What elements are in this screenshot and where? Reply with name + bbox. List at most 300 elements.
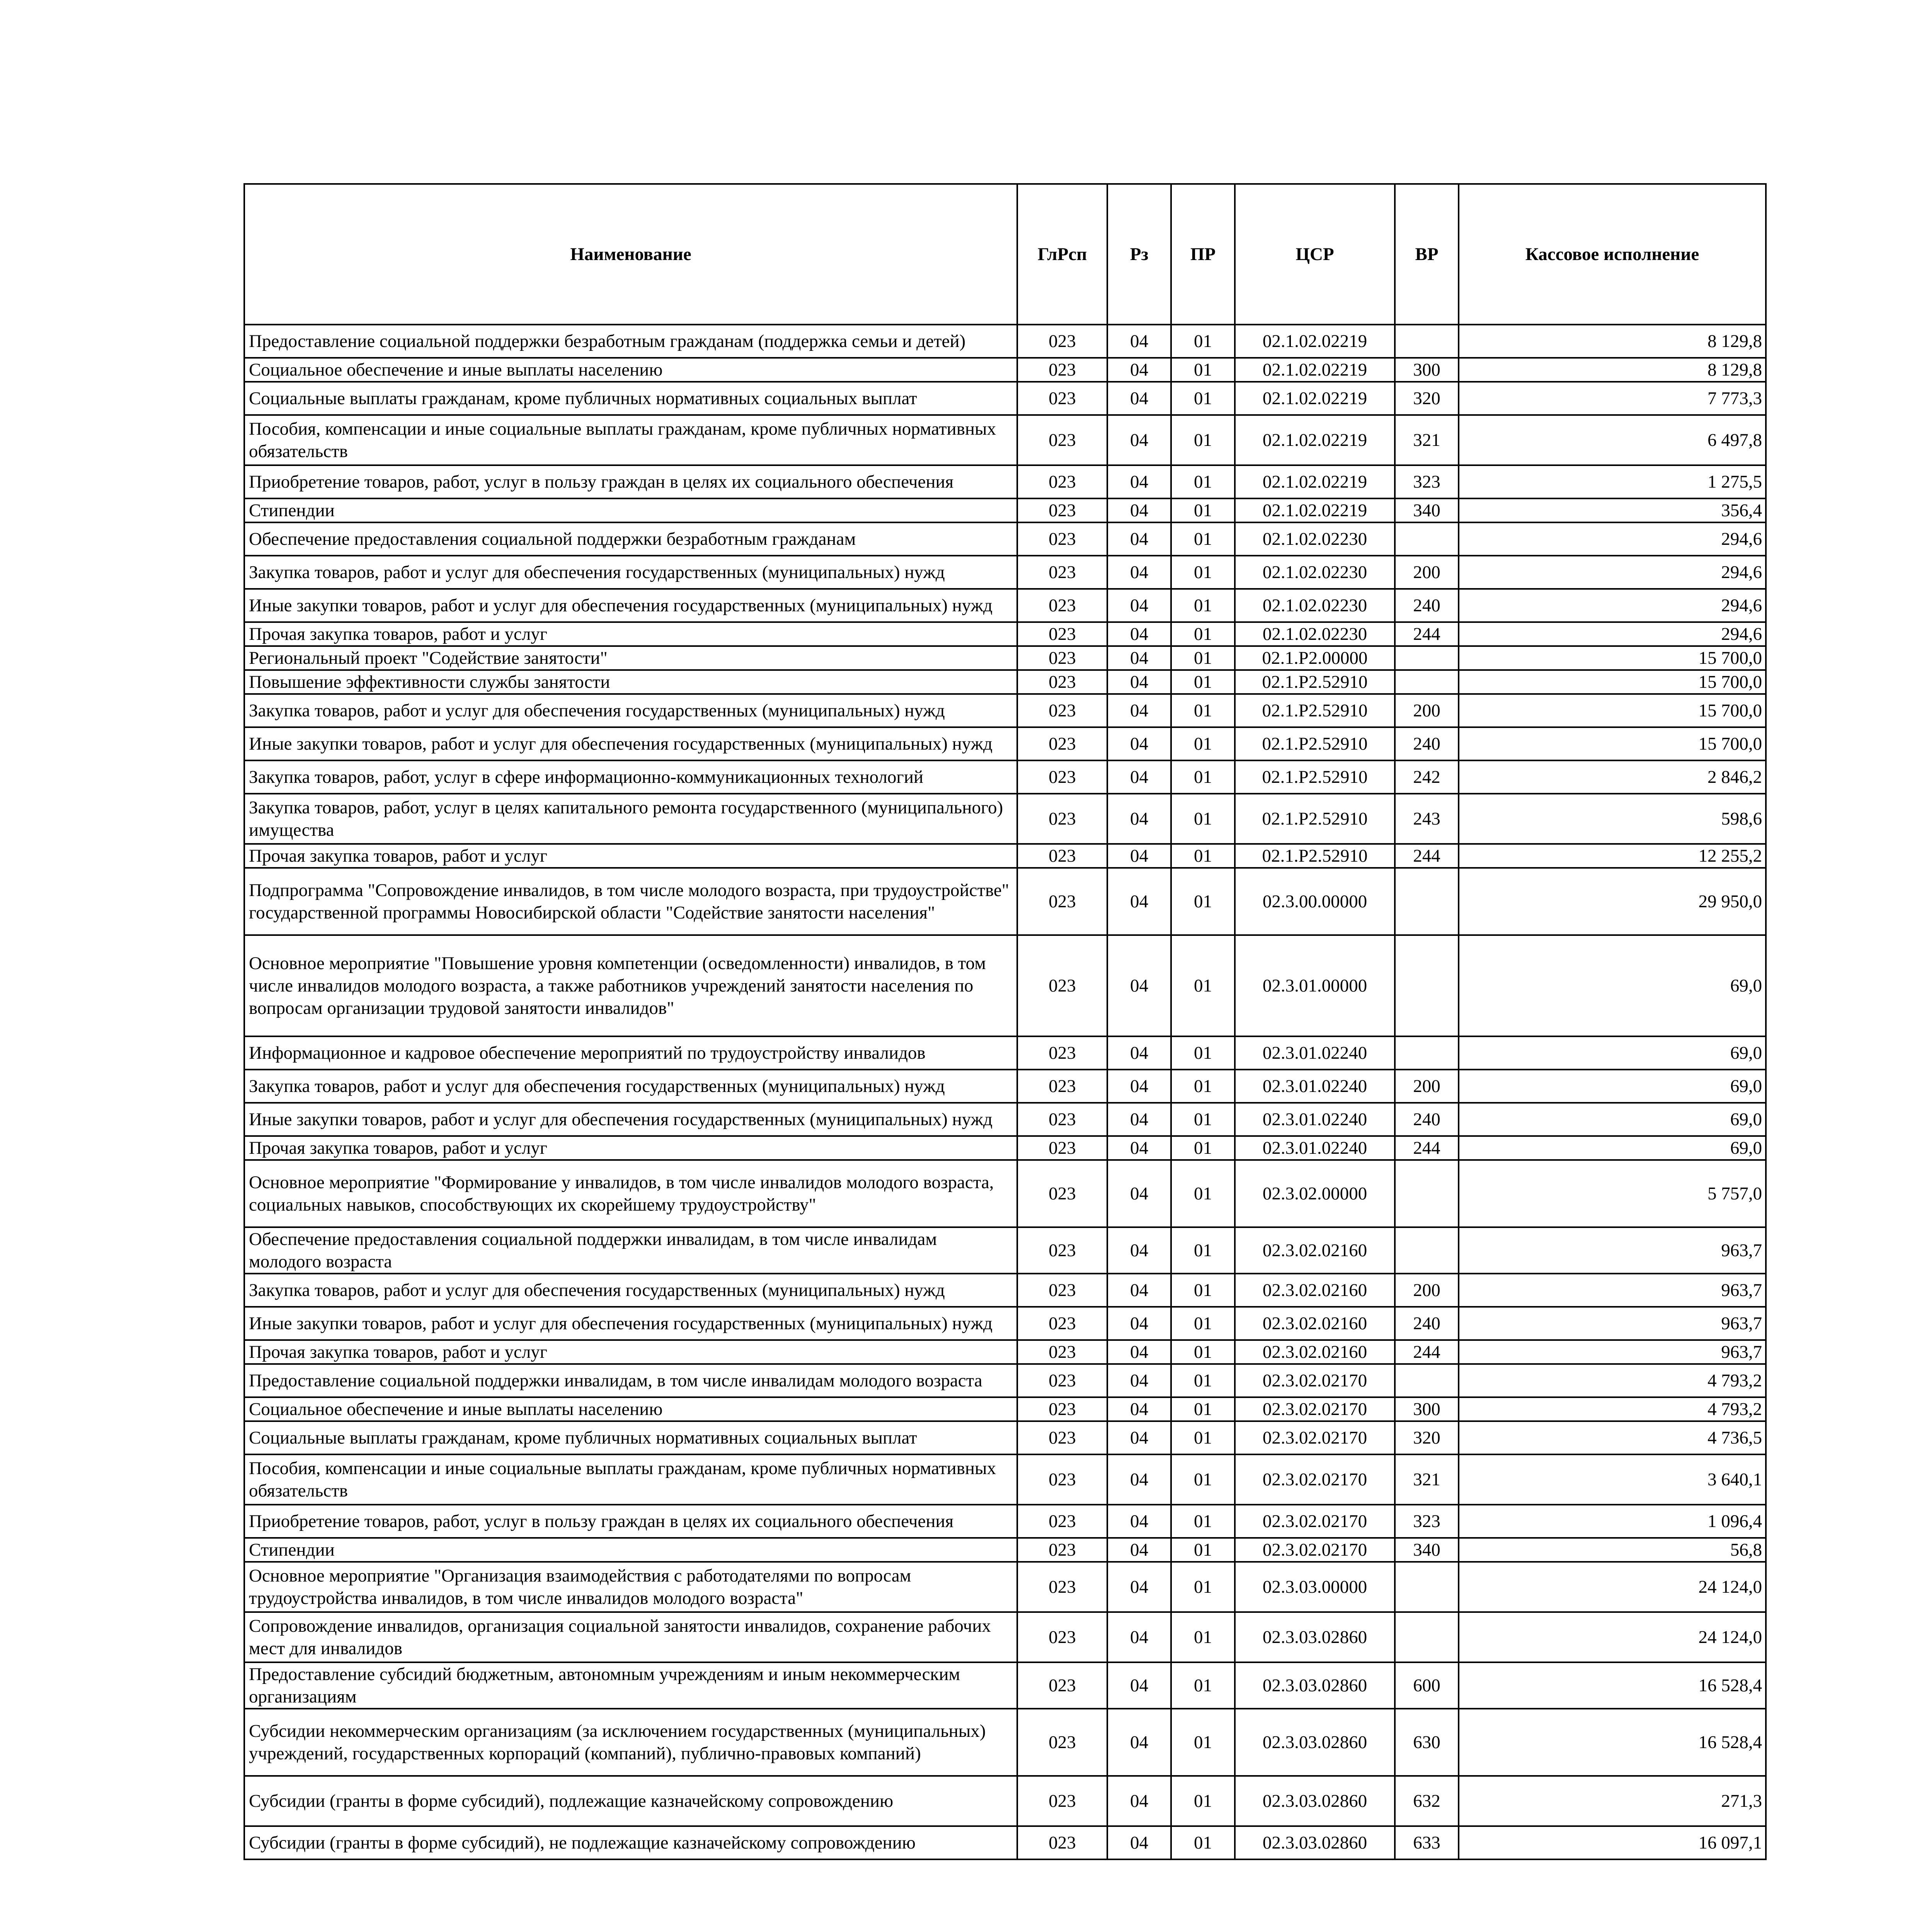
table-row	[244, 1454, 1766, 1505]
cell-glrsp: 023	[1017, 1274, 1107, 1307]
cell-name: Предоставление социальной поддержки инвалидам, в том числе инвалидам молодого возраста	[244, 1364, 1017, 1397]
cell-pr: 01	[1171, 727, 1235, 760]
cell-amount: 56,8	[1459, 1538, 1766, 1562]
cell-amount: 69,0	[1459, 1036, 1766, 1070]
cell-csr: 02.3.02.02160	[1235, 1227, 1395, 1274]
cell-vr	[1395, 325, 1459, 358]
budget-execution-table	[243, 183, 1767, 1860]
cell-rz: 04	[1107, 1103, 1171, 1136]
cell-amount: 8 129,8	[1459, 325, 1766, 358]
cell-csr: 02.1.02.02219	[1235, 325, 1395, 358]
table-row	[244, 646, 1766, 670]
cell-amount: 16 528,4	[1459, 1709, 1766, 1776]
cell-vr: 242	[1395, 760, 1459, 794]
cell-glrsp: 023	[1017, 1227, 1107, 1274]
cell-vr	[1395, 868, 1459, 935]
cell-glrsp: 023	[1017, 1136, 1107, 1160]
cell-rz: 04	[1107, 694, 1171, 727]
cell-vr	[1395, 1160, 1459, 1227]
cell-name: Закупка товаров, работ и услуг для обеспечения государственных (муниципальных) нужд	[244, 556, 1017, 589]
table-body	[244, 325, 1766, 1859]
cell-rz: 04	[1107, 670, 1171, 694]
cell-rz: 04	[1107, 325, 1171, 358]
table-row	[244, 670, 1766, 694]
cell-glrsp: 023	[1017, 935, 1107, 1036]
cell-glrsp: 023	[1017, 382, 1107, 415]
cell-name: Иные закупки товаров, работ и услуг для обеспечения государственных (муниципальных) нужд	[244, 589, 1017, 622]
table-row	[244, 1826, 1766, 1859]
table-row	[244, 1505, 1766, 1538]
cell-amount: 24 124,0	[1459, 1562, 1766, 1612]
cell-amount: 4 793,2	[1459, 1364, 1766, 1397]
cell-vr	[1395, 522, 1459, 556]
cell-pr: 01	[1171, 522, 1235, 556]
cell-name: Повышение эффективности службы занятости	[244, 670, 1017, 694]
cell-csr: 02.1.P2.52910	[1235, 670, 1395, 694]
table-row	[244, 1397, 1766, 1421]
cell-pr: 01	[1171, 415, 1235, 465]
table-row	[244, 1227, 1766, 1274]
cell-csr: 02.3.03.02860	[1235, 1776, 1395, 1826]
cell-glrsp: 023	[1017, 1160, 1107, 1227]
cell-glrsp: 023	[1017, 868, 1107, 935]
cell-csr: 02.3.02.02170	[1235, 1364, 1395, 1397]
cell-amount: 294,6	[1459, 622, 1766, 646]
cell-name: Прочая закупка товаров, работ и услуг	[244, 622, 1017, 646]
cell-amount: 15 700,0	[1459, 646, 1766, 670]
cell-name: Закупка товаров, работ, услуг в целях капитального ремонта государственного (муниципального) имущества	[244, 794, 1017, 844]
cell-rz: 04	[1107, 498, 1171, 522]
cell-name: Стипендии	[244, 1538, 1017, 1562]
cell-vr: 320	[1395, 382, 1459, 415]
cell-csr: 02.1.P2.52910	[1235, 844, 1395, 868]
cell-csr: 02.3.02.02160	[1235, 1307, 1395, 1340]
cell-pr: 01	[1171, 1662, 1235, 1709]
cell-pr: 01	[1171, 1070, 1235, 1103]
cell-csr: 02.3.01.00000	[1235, 935, 1395, 1036]
cell-glrsp: 023	[1017, 1612, 1107, 1662]
cell-vr	[1395, 670, 1459, 694]
cell-vr: 243	[1395, 794, 1459, 844]
cell-glrsp: 023	[1017, 522, 1107, 556]
cell-vr: 240	[1395, 589, 1459, 622]
cell-csr: 02.3.03.02860	[1235, 1612, 1395, 1662]
cell-rz: 04	[1107, 382, 1171, 415]
cell-rz: 04	[1107, 868, 1171, 935]
cell-vr: 321	[1395, 415, 1459, 465]
cell-amount: 963,7	[1459, 1274, 1766, 1307]
cell-vr: 244	[1395, 1340, 1459, 1364]
cell-rz: 04	[1107, 1136, 1171, 1160]
table-row	[244, 498, 1766, 522]
cell-csr: 02.1.02.02230	[1235, 556, 1395, 589]
cell-vr: 200	[1395, 1274, 1459, 1307]
table-row	[244, 694, 1766, 727]
table-row	[244, 760, 1766, 794]
cell-vr: 244	[1395, 844, 1459, 868]
cell-csr: 02.3.02.02170	[1235, 1397, 1395, 1421]
table-row	[244, 589, 1766, 622]
cell-glrsp: 023	[1017, 1538, 1107, 1562]
cell-csr: 02.1.02.02219	[1235, 415, 1395, 465]
cell-rz: 04	[1107, 622, 1171, 646]
cell-name: Стипендии	[244, 498, 1017, 522]
cell-name: Основное мероприятие "Организация взаимодействия с работодателями по вопросам трудоустройства инвалидов, в том числе инвалидов молодого возраста"	[244, 1562, 1017, 1612]
cell-rz: 04	[1107, 1036, 1171, 1070]
table-row	[244, 868, 1766, 935]
cell-rz: 04	[1107, 646, 1171, 670]
column-header-glrsp: ГлРсп	[1017, 184, 1107, 325]
table-row	[244, 1036, 1766, 1070]
cell-glrsp: 023	[1017, 646, 1107, 670]
cell-name: Социальные выплаты гражданам, кроме публичных нормативных социальных выплат	[244, 382, 1017, 415]
cell-name: Иные закупки товаров, работ и услуг для обеспечения государственных (муниципальных) нужд	[244, 1103, 1017, 1136]
cell-pr: 01	[1171, 465, 1235, 498]
cell-vr: 240	[1395, 1307, 1459, 1340]
cell-rz: 04	[1107, 727, 1171, 760]
cell-amount: 4 793,2	[1459, 1397, 1766, 1421]
cell-amount: 4 736,5	[1459, 1421, 1766, 1454]
cell-pr: 01	[1171, 646, 1235, 670]
cell-glrsp: 023	[1017, 1709, 1107, 1776]
cell-glrsp: 023	[1017, 1364, 1107, 1397]
cell-pr: 01	[1171, 1307, 1235, 1340]
cell-pr: 01	[1171, 1340, 1235, 1364]
cell-csr: 02.1.02.02219	[1235, 358, 1395, 382]
cell-vr	[1395, 935, 1459, 1036]
table-row	[244, 556, 1766, 589]
cell-rz: 04	[1107, 1826, 1171, 1859]
cell-amount: 1 275,5	[1459, 465, 1766, 498]
cell-vr: 240	[1395, 1103, 1459, 1136]
table-row	[244, 1709, 1766, 1776]
cell-vr: 323	[1395, 1505, 1459, 1538]
cell-glrsp: 023	[1017, 1662, 1107, 1709]
table-row	[244, 1307, 1766, 1340]
cell-csr: 02.3.02.02160	[1235, 1274, 1395, 1307]
cell-amount: 2 846,2	[1459, 760, 1766, 794]
cell-pr: 01	[1171, 1036, 1235, 1070]
cell-vr: 600	[1395, 1662, 1459, 1709]
cell-csr: 02.3.01.02240	[1235, 1136, 1395, 1160]
cell-vr: 632	[1395, 1776, 1459, 1826]
cell-glrsp: 023	[1017, 1826, 1107, 1859]
table-row	[244, 1421, 1766, 1454]
cell-rz: 04	[1107, 1538, 1171, 1562]
cell-glrsp: 023	[1017, 556, 1107, 589]
cell-rz: 04	[1107, 760, 1171, 794]
cell-name: Региональный проект "Содействие занятости"	[244, 646, 1017, 670]
cell-name: Закупка товаров, работ и услуг для обеспечения государственных (муниципальных) нужд	[244, 1070, 1017, 1103]
cell-rz: 04	[1107, 1662, 1171, 1709]
cell-name: Прочая закупка товаров, работ и услуг	[244, 1340, 1017, 1364]
cell-amount: 963,7	[1459, 1307, 1766, 1340]
cell-vr	[1395, 1364, 1459, 1397]
cell-csr: 02.1.02.02230	[1235, 522, 1395, 556]
table-row	[244, 1612, 1766, 1662]
cell-glrsp: 023	[1017, 1307, 1107, 1340]
table-row	[244, 935, 1766, 1036]
cell-vr: 244	[1395, 1136, 1459, 1160]
cell-rz: 04	[1107, 1307, 1171, 1340]
cell-glrsp: 023	[1017, 670, 1107, 694]
cell-csr: 02.3.02.00000	[1235, 1160, 1395, 1227]
cell-glrsp: 023	[1017, 844, 1107, 868]
cell-amount: 6 497,8	[1459, 415, 1766, 465]
column-header-rz: Рз	[1107, 184, 1171, 325]
cell-amount: 356,4	[1459, 498, 1766, 522]
cell-name: Приобретение товаров, работ, услуг в пользу граждан в целях их социального обеспечения	[244, 1505, 1017, 1538]
table-row	[244, 1340, 1766, 1364]
cell-pr: 01	[1171, 382, 1235, 415]
header-row	[244, 184, 1766, 325]
cell-pr: 01	[1171, 794, 1235, 844]
cell-rz: 04	[1107, 1160, 1171, 1227]
cell-amount: 69,0	[1459, 935, 1766, 1036]
cell-glrsp: 023	[1017, 694, 1107, 727]
cell-name: Приобретение товаров, работ, услуг в пользу граждан в целях их социального обеспечения	[244, 465, 1017, 498]
cell-pr: 01	[1171, 1505, 1235, 1538]
cell-amount: 16 097,1	[1459, 1826, 1766, 1859]
cell-rz: 04	[1107, 935, 1171, 1036]
cell-pr: 01	[1171, 1421, 1235, 1454]
cell-pr: 01	[1171, 1562, 1235, 1612]
cell-csr: 02.1.02.02230	[1235, 622, 1395, 646]
cell-pr: 01	[1171, 1136, 1235, 1160]
cell-vr: 200	[1395, 1070, 1459, 1103]
cell-name: Прочая закупка товаров, работ и услуг	[244, 844, 1017, 868]
cell-csr: 02.3.01.02240	[1235, 1036, 1395, 1070]
cell-pr: 01	[1171, 760, 1235, 794]
table-row	[244, 1364, 1766, 1397]
cell-rz: 04	[1107, 794, 1171, 844]
cell-rz: 04	[1107, 1227, 1171, 1274]
cell-glrsp: 023	[1017, 1454, 1107, 1505]
table-row	[244, 1136, 1766, 1160]
cell-amount: 271,3	[1459, 1776, 1766, 1826]
cell-vr: 300	[1395, 358, 1459, 382]
table-row	[244, 358, 1766, 382]
cell-glrsp: 023	[1017, 498, 1107, 522]
cell-glrsp: 023	[1017, 1421, 1107, 1454]
cell-glrsp: 023	[1017, 1103, 1107, 1136]
table-row	[244, 794, 1766, 844]
table-row	[244, 1070, 1766, 1103]
cell-name: Иные закупки товаров, работ и услуг для обеспечения государственных (муниципальных) нужд	[244, 727, 1017, 760]
cell-rz: 04	[1107, 556, 1171, 589]
table-row	[244, 622, 1766, 646]
cell-name: Закупка товаров, работ и услуг для обеспечения государственных (муниципальных) нужд	[244, 1274, 1017, 1307]
table-row	[244, 1562, 1766, 1612]
cell-glrsp: 023	[1017, 1776, 1107, 1826]
cell-name: Субсидии некоммерческим организациям (за исключением государственных (муниципальных) учреждений, государственных корпораций (компаний), публично-правовых компаний)	[244, 1709, 1017, 1776]
cell-amount: 15 700,0	[1459, 670, 1766, 694]
cell-amount: 69,0	[1459, 1136, 1766, 1160]
table-row	[244, 522, 1766, 556]
cell-name: Пособия, компенсации и иные социальные выплаты гражданам, кроме публичных нормативных обязательств	[244, 415, 1017, 465]
cell-rz: 04	[1107, 415, 1171, 465]
column-header-name: Наименование	[244, 184, 1017, 325]
cell-glrsp: 023	[1017, 794, 1107, 844]
cell-csr: 02.1.P2.52910	[1235, 760, 1395, 794]
cell-rz: 04	[1107, 1364, 1171, 1397]
cell-amount: 294,6	[1459, 522, 1766, 556]
cell-pr: 01	[1171, 1397, 1235, 1421]
column-header-pr: ПР	[1171, 184, 1235, 325]
cell-csr: 02.3.02.02170	[1235, 1421, 1395, 1454]
cell-amount: 5 757,0	[1459, 1160, 1766, 1227]
cell-name: Социальные выплаты гражданам, кроме публичных нормативных социальных выплат	[244, 1421, 1017, 1454]
cell-glrsp: 023	[1017, 1070, 1107, 1103]
table-row	[244, 727, 1766, 760]
cell-rz: 04	[1107, 1340, 1171, 1364]
cell-glrsp: 023	[1017, 1562, 1107, 1612]
cell-csr: 02.3.02.02170	[1235, 1505, 1395, 1538]
cell-csr: 02.3.03.02860	[1235, 1709, 1395, 1776]
cell-pr: 01	[1171, 556, 1235, 589]
cell-csr: 02.1.02.02219	[1235, 465, 1395, 498]
cell-name: Пособия, компенсации и иные социальные выплаты гражданам, кроме публичных нормативных обязательств	[244, 1454, 1017, 1505]
cell-pr: 01	[1171, 325, 1235, 358]
cell-rz: 04	[1107, 1612, 1171, 1662]
cell-amount: 963,7	[1459, 1227, 1766, 1274]
cell-pr: 01	[1171, 935, 1235, 1036]
table-row	[244, 1274, 1766, 1307]
cell-csr: 02.3.03.02860	[1235, 1662, 1395, 1709]
cell-rz: 04	[1107, 1562, 1171, 1612]
cell-csr: 02.1.P2.52910	[1235, 794, 1395, 844]
cell-csr: 02.3.02.02170	[1235, 1538, 1395, 1562]
cell-pr: 01	[1171, 1274, 1235, 1307]
cell-pr: 01	[1171, 622, 1235, 646]
cell-vr: 200	[1395, 556, 1459, 589]
cell-rz: 04	[1107, 522, 1171, 556]
cell-csr: 02.1.P2.52910	[1235, 694, 1395, 727]
cell-amount: 8 129,8	[1459, 358, 1766, 382]
cell-glrsp: 023	[1017, 760, 1107, 794]
cell-pr: 01	[1171, 694, 1235, 727]
cell-amount: 294,6	[1459, 556, 1766, 589]
cell-vr	[1395, 646, 1459, 670]
cell-pr: 01	[1171, 1454, 1235, 1505]
cell-vr: 630	[1395, 1709, 1459, 1776]
cell-name: Основное мероприятие "Формирование у инвалидов, в том числе инвалидов молодого возраста, социальных навыков, способствующих их скорейшему трудоустройству"	[244, 1160, 1017, 1227]
cell-vr: 320	[1395, 1421, 1459, 1454]
cell-vr	[1395, 1227, 1459, 1274]
cell-rz: 04	[1107, 844, 1171, 868]
cell-name: Предоставление социальной поддержки безработным гражданам (поддержка семьи и детей)	[244, 325, 1017, 358]
cell-glrsp: 023	[1017, 415, 1107, 465]
cell-name: Социальное обеспечение и иные выплаты населению	[244, 1397, 1017, 1421]
cell-csr: 02.1.P2.52910	[1235, 727, 1395, 760]
cell-glrsp: 023	[1017, 1036, 1107, 1070]
cell-rz: 04	[1107, 1454, 1171, 1505]
cell-amount: 15 700,0	[1459, 727, 1766, 760]
cell-rz: 04	[1107, 589, 1171, 622]
cell-name: Основное мероприятие "Повышение уровня компетенции (осведомленности) инвалидов, в том числе инвалидов молодого возраста, а также работников учреждений занятости населения по вопросам организации трудовой занятости инвалидов"	[244, 935, 1017, 1036]
cell-glrsp: 023	[1017, 589, 1107, 622]
cell-amount: 69,0	[1459, 1070, 1766, 1103]
cell-name: Иные закупки товаров, работ и услуг для обеспечения государственных (муниципальных) нужд	[244, 1307, 1017, 1340]
cell-glrsp: 023	[1017, 1505, 1107, 1538]
cell-pr: 01	[1171, 1612, 1235, 1662]
cell-amount: 12 255,2	[1459, 844, 1766, 868]
cell-pr: 01	[1171, 1103, 1235, 1136]
cell-pr: 01	[1171, 1709, 1235, 1776]
cell-name: Обеспечение предоставления социальной поддержки инвалидам, в том числе инвалидам молодого возраста	[244, 1227, 1017, 1274]
cell-name: Закупка товаров, работ, услуг в сфере информационно-коммуникационных технологий	[244, 760, 1017, 794]
table-row	[244, 415, 1766, 465]
cell-csr: 02.3.01.02240	[1235, 1103, 1395, 1136]
cell-csr: 02.3.03.00000	[1235, 1562, 1395, 1612]
cell-rz: 04	[1107, 1776, 1171, 1826]
cell-pr: 01	[1171, 868, 1235, 935]
cell-pr: 01	[1171, 498, 1235, 522]
table-row	[244, 1662, 1766, 1709]
cell-amount: 294,6	[1459, 589, 1766, 622]
cell-rz: 04	[1107, 1421, 1171, 1454]
cell-rz: 04	[1107, 358, 1171, 382]
table-row	[244, 1776, 1766, 1826]
cell-vr: 633	[1395, 1826, 1459, 1859]
cell-pr: 01	[1171, 1160, 1235, 1227]
cell-vr: 240	[1395, 727, 1459, 760]
cell-rz: 04	[1107, 465, 1171, 498]
cell-csr: 02.3.02.02170	[1235, 1454, 1395, 1505]
cell-csr: 02.3.02.02160	[1235, 1340, 1395, 1364]
cell-name: Подпрограмма "Сопровождение инвалидов, в том числе молодого возраста, при трудоустройстве" государственной программы Новосибирской области "Содействие занятости населения"	[244, 868, 1017, 935]
column-header-vr: ВР	[1395, 184, 1459, 325]
cell-amount: 24 124,0	[1459, 1612, 1766, 1662]
cell-amount: 3 640,1	[1459, 1454, 1766, 1505]
cell-glrsp: 023	[1017, 727, 1107, 760]
table-row	[244, 382, 1766, 415]
cell-vr	[1395, 1562, 1459, 1612]
cell-vr: 321	[1395, 1454, 1459, 1505]
cell-amount: 7 773,3	[1459, 382, 1766, 415]
cell-csr: 02.1.02.02219	[1235, 498, 1395, 522]
cell-rz: 04	[1107, 1274, 1171, 1307]
table-row	[244, 844, 1766, 868]
cell-vr: 244	[1395, 622, 1459, 646]
cell-vr: 200	[1395, 694, 1459, 727]
cell-glrsp: 023	[1017, 465, 1107, 498]
cell-glrsp: 023	[1017, 358, 1107, 382]
column-header-amount: Кассовое исполнение	[1459, 184, 1766, 325]
cell-rz: 04	[1107, 1709, 1171, 1776]
cell-amount: 1 096,4	[1459, 1505, 1766, 1538]
cell-csr: 02.3.03.02860	[1235, 1826, 1395, 1859]
cell-pr: 01	[1171, 1826, 1235, 1859]
cell-amount: 963,7	[1459, 1340, 1766, 1364]
cell-pr: 01	[1171, 844, 1235, 868]
cell-vr: 300	[1395, 1397, 1459, 1421]
cell-glrsp: 023	[1017, 1397, 1107, 1421]
cell-pr: 01	[1171, 670, 1235, 694]
cell-vr: 340	[1395, 1538, 1459, 1562]
cell-rz: 04	[1107, 1397, 1171, 1421]
table-row	[244, 325, 1766, 358]
cell-name: Субсидии (гранты в форме субсидий), подлежащие казначейскому сопровождению	[244, 1776, 1017, 1826]
cell-name: Обеспечение предоставления социальной поддержки безработным гражданам	[244, 522, 1017, 556]
cell-amount: 29 950,0	[1459, 868, 1766, 935]
cell-name: Прочая закупка товаров, работ и услуг	[244, 1136, 1017, 1160]
cell-pr: 01	[1171, 358, 1235, 382]
cell-amount: 598,6	[1459, 794, 1766, 844]
cell-amount: 16 528,4	[1459, 1662, 1766, 1709]
table-row	[244, 1160, 1766, 1227]
cell-name: Информационное и кадровое обеспечение мероприятий по трудоустройству инвалидов	[244, 1036, 1017, 1070]
